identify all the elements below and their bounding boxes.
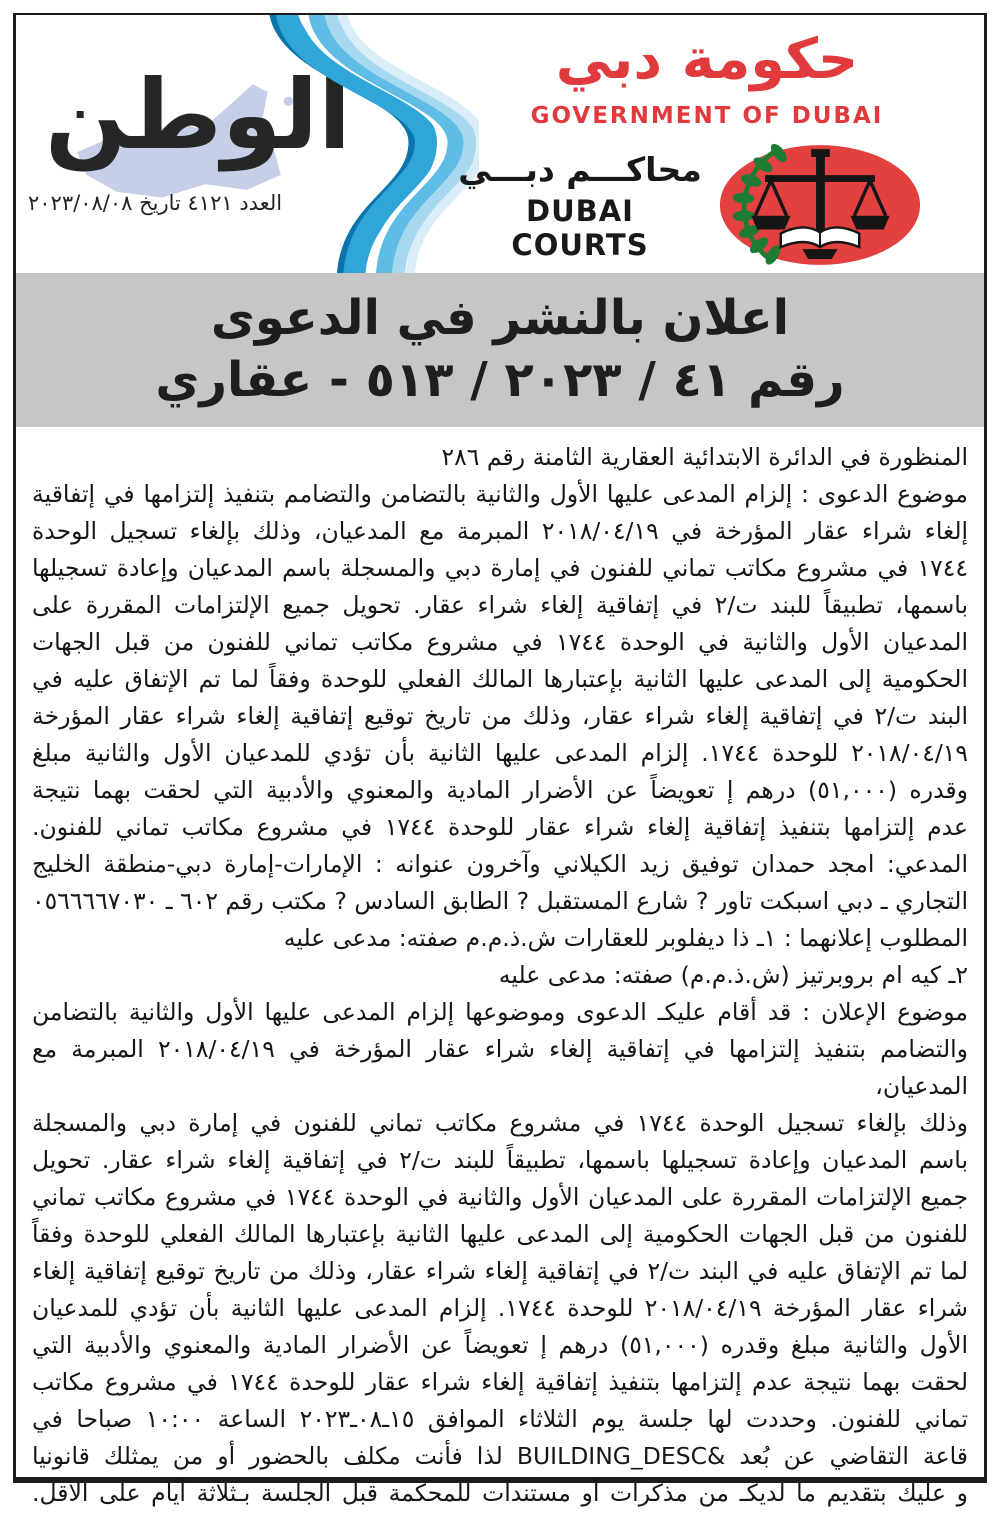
body-line: المدعي: امجد حمدان توفيق زيد الكيلاني وآخرون عنوانه : الإمارات-إمارة دبي-منطقة الخليج	[32, 850, 968, 878]
body-line: موضوع الدعوى : إلزام المدعى عليها الأول والثانية بالتضامن والتضامم بتنفيذ إلتزامها في إتفاقية	[32, 480, 968, 508]
government-of-dubai-logo	[516, 19, 898, 129]
body-line: الأول والثانية مبلغ وقدره (٥١,٠٠٠) درهم إ تعويضاً عن الأضرار المادية والمعنوي والأدبية التي	[32, 1331, 969, 1359]
body-line: و عليك بتقديم ما لديكـ من مذكرات أو مستندات للمحكمة قبل الجلسة بـثلاثة أيام على الاقل.	[32, 1479, 968, 1507]
header	[16, 15, 984, 273]
body-line: شراء عقار المؤرخة ٢٠١٨/٠٤/١٩ للوحدة ١٧٤٤. إلزام المدعى عليها الثانية بأن تؤدي للمدعيان	[32, 1294, 968, 1322]
government-english-label: GOVERNMENT OF DUBAI	[530, 103, 884, 129]
body-line: والتضامم بتنفيذ إلتزامها في إتفاقية إلغاء شراء عقار المؤرخة في ٢٠١٨/٠٤/١٩ المبرمة مع المدعيان،	[32, 1035, 968, 1100]
body-line: ٢ـ كيه ام بروبرتيز (ش.ذ.م.م) صفته: مدعى عليه	[498, 961, 968, 989]
banner-title-line1: اعلان بالنشر في الدعوى	[210, 290, 790, 346]
dubai-courts-labels	[454, 148, 706, 262]
body-line: عدم إلتزامها بتنفيذ إتفاقية إلغاء شراء عقار للوحدة ١٧٤٤ في مشروع مكاتب تماني للفنون.	[32, 813, 968, 841]
body-line: الحكومية إلى المدعى عليها الثانية بإعتبارها المالك الفعلي للوحدة وفقاً لما تم الإتفاق عليه في	[32, 665, 968, 693]
blue-wave-graphic	[244, 15, 479, 273]
body-line: إلغاء شراء عقار المؤرخة في ٢٠١٨/٠٤/١٩ المبرمة مع المدعيان، وذلك بإلغاء تسجيل الوحدة	[32, 517, 969, 545]
announcement-title-banner	[16, 273, 984, 427]
announcement-body	[16, 427, 984, 1512]
body-line: البند ت/٢ في إتفاقية إلغاء شراء عقار، وذلك من تاريخ توقيع إتفاقية إلغاء شراء عقار المؤرخة	[32, 702, 969, 730]
body-line: ٢٠١٨/٠٤/١٩ للوحدة ١٧٤٤. إلزام المدعى عليها الثانية بأن تؤدي للمدعيان الأول والثانية مبلغ	[32, 739, 968, 767]
body-line: قاعة التقاضي عن بُعد &BUILDING_DESC لذا فأنت مكلف بالحضور أو من يمثلك قانونيا	[32, 1442, 968, 1470]
body-line: المنظورة في الدائرة الابتدائية العقارية الثامنة رقم ٢٨٦	[441, 443, 968, 471]
body-line: موضوع الإعلان : قد أقام عليكـ الدعوى وموضوعها إلزام المدعى عليها الأول والثانية بالتضامن	[32, 998, 968, 1026]
body-line: لما تم الإتفاق عليه في البند ت/٢ في إتفاقية إلغاء شراء عقار، وذلك من تاريخ توقيع إتفاقية إلغاء	[32, 1257, 968, 1285]
government-arabic-calligraphy: حكومة دبي	[555, 27, 859, 92]
body-line: جميع الإلتزامات المقررة على المدعيان الأول والثانية في الوحدة ١٧٤٤ في مشروع مكاتب تماني	[32, 1183, 968, 1211]
ad-border-frame	[13, 13, 987, 1507]
body-line: المطلوب إعلانهما : ١ـ ذا ديفلوبر للعقارات ش.ذ.م.م صفته: مدعى عليه	[283, 924, 968, 952]
body-line: وقدره (٥١,٠٠٠) درهم إ تعويضاً عن الأضرار المادية والمعنوي والأدبية التي لحقت بهما نتيجة	[32, 776, 968, 804]
body-line: لحقت بهما نتيجة عدم إلتزامها بتنفيذ إتفاقية إلغاء شراء عقار للوحدة ١٧٤٤ في مشروع مكاتب	[32, 1368, 968, 1396]
body-line: باسمها، تطبيقاً للبند ت/٢ في إتفاقية إلغاء شراء عقار. تحويل جميع الإلتزامات المقررة على	[32, 591, 968, 619]
alwatan-newspaper-logo: الوطن	[45, 59, 351, 171]
dubai-courts-logo	[454, 143, 932, 267]
body-line: تماني للفنون. وحددت لها جلسة يوم الثلاثاء الموافق ١٥ـ٠٨ـ٢٠٢٣ الساعة ١٠:٠٠ صباحا في	[32, 1405, 969, 1433]
body-line: للفنون من قبل الجهات الحكومية إلى المدعى عليها الثانية بإعتبارها المالك الفعلي للوحدة وفقاً	[32, 1220, 968, 1248]
dubai-courts-arabic-label: محاكـــم دبـــي	[458, 150, 702, 189]
scales-of-justice-emblem-icon	[716, 143, 922, 267]
body-line: التجاري ـ دبي اسبكت تاور ? شارع المستقبل ? الطابق السادس ? مكتب رقم ٦٠٢ ـ ٠٥٦٦٦٦٧٠٣٠	[32, 887, 968, 915]
body-line: المدعيان الأول والثانية في الوحدة ١٧٤٤ في مشروع مكاتب تماني للفنون من قبل الجهات	[32, 628, 968, 656]
banner-title-line2: رقم ٤١ / ٢٠٢٣ / ٥١٣ - عقاري	[155, 352, 845, 408]
body-line: باسم المدعيان وإعادة تسجيلها باسمها، تطبيقاً للبند ت/٢ في إتفاقية إلغاء شراء عقار. تحويل	[32, 1146, 968, 1174]
dubai-courts-english-label: DUBAI COURTS	[511, 194, 649, 262]
body-line: ١٧٤٤ في مشروع مكاتب تماني للفنون في إمارة دبي والمسجلة باسم المدعيان وإعادة تسجيلها	[32, 554, 968, 582]
body-line: وذلك بإلغاء تسجيل الوحدة ١٧٤٤ في مشروع مكاتب تماني للفنون في إمارة دبي والمسجلة	[32, 1109, 968, 1137]
issue-number-date-line: العدد ٤١٢١ تاريخ ٢٠٢٣/٠٨/٠٨	[28, 191, 283, 215]
